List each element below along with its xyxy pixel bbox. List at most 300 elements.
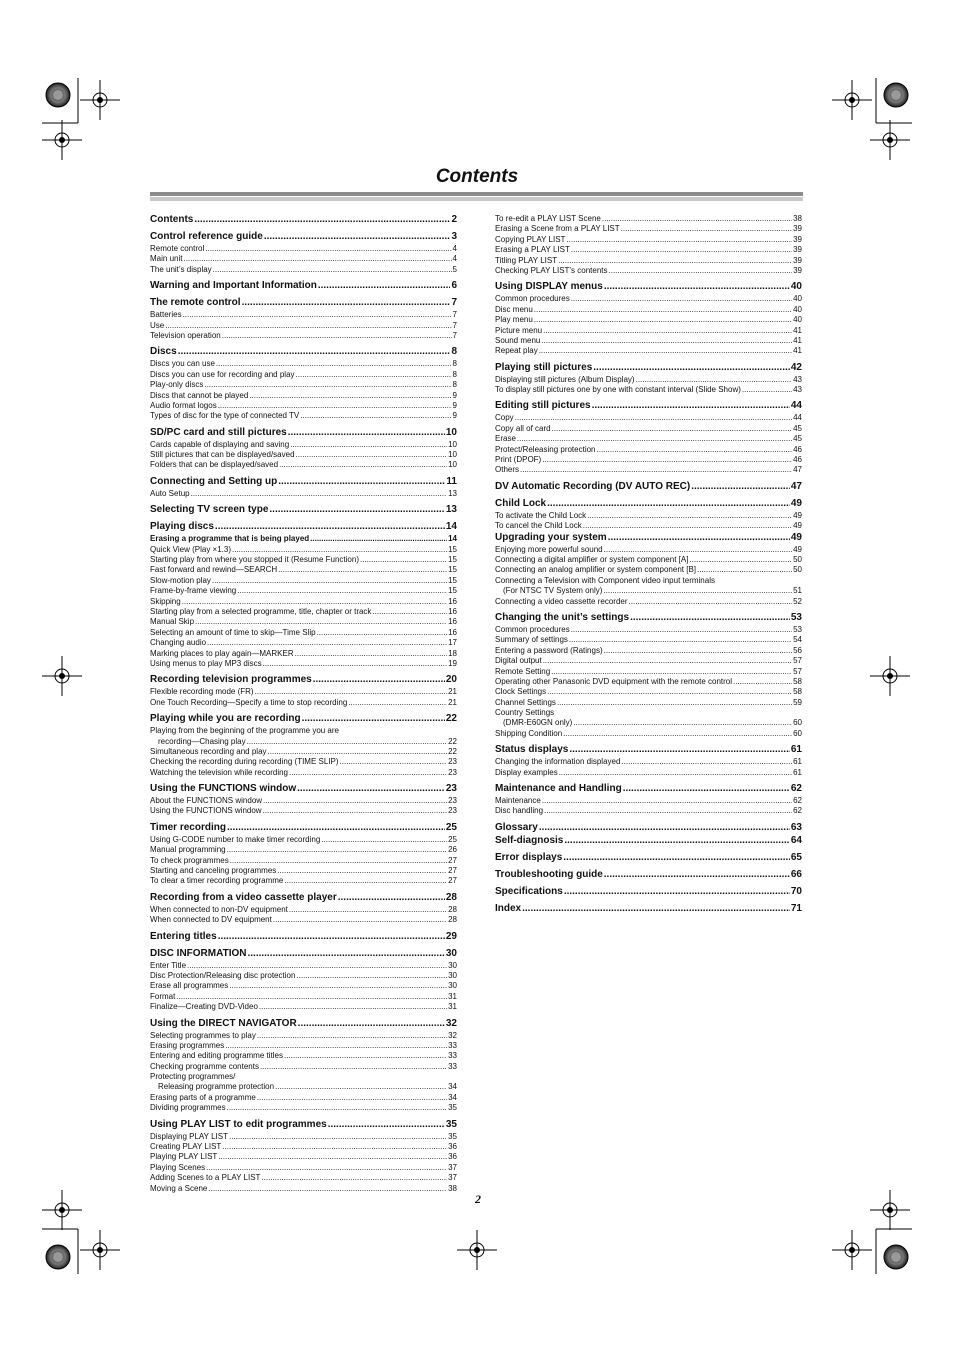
title-rule-light	[150, 197, 803, 201]
toc-entry-title: Cards capable of displaying and saving	[150, 439, 290, 449]
toc-entry-page: 21	[448, 687, 457, 697]
toc-entry	[150, 617, 457, 627]
toc-entry-title: Channel Settings	[495, 697, 556, 707]
toc-leader-dots	[566, 235, 792, 245]
toc-entry-title: Folders that can be displayed/saved	[150, 460, 279, 470]
toc-entry-title: Erase	[495, 434, 516, 444]
toc-entry-title: SD/PC card and still pictures	[150, 426, 287, 438]
toc-leader-dots	[269, 504, 444, 516]
toc-entry-title: recording—Chasing play	[158, 736, 246, 746]
toc-entry-title: Editing still pictures	[495, 400, 591, 412]
toc-leader-dots	[195, 617, 447, 627]
toc-section	[495, 532, 802, 544]
toc-entry-title: (For NTSC TV System only)	[503, 586, 603, 596]
toc-entry	[495, 256, 802, 266]
toc-entry	[495, 656, 802, 666]
toc-entry-page: 46	[793, 455, 802, 465]
toc-entry-page: 40	[793, 294, 802, 304]
toc-section	[495, 886, 802, 898]
toc-entry-title: Types of disc for the type of connected TV	[150, 411, 300, 421]
toc-section	[150, 427, 457, 439]
toc-entry-page: 49	[790, 531, 802, 543]
toc-entry-title: Audio format logos	[150, 400, 217, 410]
toc-entry-title: Starting play from a selected programme, title, chapter or track	[150, 606, 372, 616]
toc-entry-page: 37	[448, 1173, 457, 1183]
toc-entry	[150, 1093, 457, 1103]
toc-leader-dots	[183, 254, 451, 264]
toc-section	[495, 612, 802, 624]
toc-entry-page: 28	[448, 904, 457, 914]
toc-entry-page: 62	[793, 806, 802, 816]
toc-section	[495, 822, 802, 834]
toc-leader-dots	[247, 948, 444, 960]
toc-leader-dots	[218, 931, 445, 943]
toc-entry	[150, 971, 457, 981]
toc-entry-page: 45	[793, 423, 802, 433]
toc-entry	[495, 565, 802, 575]
toc-leader-dots	[608, 532, 790, 544]
toc-entry	[495, 326, 802, 336]
toc-entry	[150, 331, 457, 341]
toc-leader-dots	[593, 362, 790, 374]
toc-entry-page: 41	[793, 335, 802, 345]
toc-entry-title: Warning and Important Information	[150, 280, 317, 292]
toc-leader-dots	[263, 806, 448, 816]
toc-entry-title: Disc menu	[495, 304, 533, 314]
toc-entry-page: 32	[445, 1017, 457, 1029]
toc-entry	[495, 597, 802, 607]
toc-entry-title: Entering titles	[150, 930, 217, 942]
toc-entry-page: 40	[793, 304, 802, 314]
toc-entry-title: Maintenance	[495, 796, 541, 806]
toc-entry-page: 33	[448, 1061, 457, 1071]
toc-entry-page: 35	[448, 1131, 457, 1141]
toc-entry-title: To activate the Child Lock	[495, 510, 587, 520]
toc-entry-title: Using the FUNCTIONS window	[150, 806, 262, 816]
toc-entry-title: Using PLAY LIST to edit programmes	[150, 1118, 327, 1130]
toc-entry-title: Watching the television while recording	[150, 767, 288, 777]
toc-entry	[495, 235, 802, 245]
toc-entry	[495, 294, 802, 304]
toc-entry-page: 41	[793, 346, 802, 356]
toc-entry	[495, 465, 802, 475]
toc-entry	[150, 565, 457, 575]
toc-leader-dots	[296, 370, 452, 380]
toc-entry-title: DISC INFORMATION	[150, 947, 247, 959]
toc-entry-page: 15	[448, 575, 457, 585]
toc-entry-title: Protect/Releasing protection	[495, 444, 596, 454]
toc-entry-title: Using the FUNCTIONS window	[150, 783, 297, 795]
toc-entry-page: 71	[790, 902, 802, 914]
crop-mark-mid-left	[42, 656, 82, 696]
toc-leader-dots	[691, 481, 790, 493]
toc-entry-title: Timer recording	[150, 821, 226, 833]
toc-entry	[495, 214, 802, 224]
toc-entry-title: Picture menu	[495, 325, 543, 335]
toc-entry-page: 3	[451, 231, 457, 242]
toc-entry-title: Entering and editing programme titles	[150, 1051, 283, 1061]
toc-entry-title: Releasing programme protection	[158, 1082, 275, 1092]
toc-entry	[150, 835, 457, 845]
toc-entry-page: 54	[793, 635, 802, 645]
toc-entry	[150, 370, 457, 380]
toc-entry-title: Frame-by-frame viewing	[150, 586, 237, 596]
toc-entry-title: Discs	[150, 346, 177, 358]
toc-entry	[495, 315, 802, 325]
toc-entry-page: 44	[790, 400, 802, 412]
toc-entry-title: Others	[495, 465, 520, 475]
toc-entry-page: 62	[793, 796, 802, 806]
toc-entry-title: Connecting a video cassette recorder	[495, 596, 628, 606]
toc-leader-dots	[689, 555, 792, 565]
toc-entry-page: 10	[448, 439, 457, 449]
toc-entry	[150, 1002, 457, 1012]
toc-entry-title: The unit’s display	[150, 264, 212, 274]
toc-entry-title: Manual programming	[150, 845, 226, 855]
toc-leader-dots	[318, 280, 451, 292]
toc-leader-dots	[191, 489, 448, 499]
toc-entry-title: Adding Scenes to a PLAY LIST	[150, 1173, 261, 1183]
toc-entry-page: 50	[793, 565, 802, 575]
toc-entry-title: Batteries	[150, 310, 182, 320]
toc-entry-page: 30	[445, 947, 457, 959]
toc-leader-dots	[247, 737, 447, 747]
toc-entry-title: Displaying still pictures (Album Display)	[495, 374, 635, 384]
toc-section	[495, 783, 802, 795]
toc-leader-dots	[289, 905, 447, 915]
toc-leader-dots	[296, 971, 447, 981]
toc-entry-page: 64	[790, 834, 802, 846]
toc-leader-dots	[204, 380, 451, 390]
toc-entry	[150, 1031, 457, 1041]
toc-leader-dots	[218, 401, 452, 411]
toc-leader-dots	[310, 534, 447, 544]
toc-leader-dots	[609, 266, 793, 276]
toc-leader-dots	[571, 245, 792, 255]
toc-entry	[150, 450, 457, 460]
toc-entry	[150, 698, 457, 708]
toc-entry	[495, 385, 802, 395]
toc-entry	[495, 687, 802, 697]
toc-section	[150, 713, 457, 725]
toc-entry	[150, 856, 457, 866]
toc-leader-dots	[295, 649, 447, 659]
toc-entry-title: Error displays	[495, 851, 563, 863]
toc-section	[150, 1119, 457, 1131]
toc-leader-dots	[539, 346, 792, 356]
toc-entry-title: Simultaneous recording and play	[150, 746, 267, 756]
toc-entry	[495, 336, 802, 346]
toc-entry-title: Slow-motion play	[150, 575, 211, 585]
toc-entry	[150, 915, 457, 925]
toc-entry	[150, 576, 457, 586]
toc-leader-dots	[176, 992, 447, 1002]
toc-entry-page: 10	[448, 460, 457, 470]
toc-entry	[150, 401, 457, 411]
toc-entry-title: Playing still pictures	[495, 361, 593, 373]
toc-leader-dots	[321, 835, 447, 845]
toc-entry-title: Erasing a programme that is being played	[150, 534, 310, 544]
toc-leader-dots	[522, 903, 790, 915]
page-title: Contents	[435, 166, 519, 187]
toc-entry-page: 39	[793, 224, 802, 234]
toc-leader-dots	[563, 729, 792, 739]
toc-entry-page: 49	[793, 521, 802, 531]
toc-entry-title: Enter Title	[150, 960, 187, 970]
toc-leader-dots	[543, 656, 792, 666]
toc-section	[150, 948, 457, 960]
toc-entry-page: 11	[446, 475, 457, 487]
toc-entry	[150, 411, 457, 421]
toc-leader-dots	[227, 845, 448, 855]
toc-entry-continued: Country Settings	[495, 708, 555, 718]
toc-entry-title: Finalize—Creating DVD-Video	[150, 1002, 258, 1012]
toc-leader-dots	[298, 1018, 445, 1030]
toc-entry-page: 35	[445, 1118, 457, 1130]
toc-entry-title: Format	[150, 991, 176, 1001]
toc-entry-page: 7	[451, 297, 457, 309]
toc-entry	[150, 845, 457, 855]
toc-entry-page: 52	[793, 596, 802, 606]
toc-entry-page: 51	[793, 586, 802, 596]
toc-entry-title: Glossary	[495, 821, 538, 833]
toc-leader-dots	[227, 1103, 448, 1113]
toc-entry-title: Discs you can use for recording and play	[150, 369, 295, 379]
toc-section	[150, 476, 457, 488]
toc-leader-dots	[278, 476, 445, 488]
toc-entry-page: 27	[448, 855, 457, 865]
toc-entry-page: 39	[793, 255, 802, 265]
toc-entry	[150, 1184, 457, 1194]
toc-leader-dots	[621, 757, 792, 767]
toc-entry-page: 19	[448, 658, 457, 668]
toc-section	[150, 674, 457, 686]
toc-entry-page: 23	[448, 767, 457, 777]
toc-leader-dots	[275, 1082, 447, 1092]
toc-entry-title: Playing while you are recording	[150, 713, 301, 725]
toc-entry	[150, 1103, 457, 1113]
toc-entry-page: 23	[448, 757, 457, 767]
toc-entry-title: Child Lock	[495, 497, 547, 509]
toc-entry	[495, 511, 802, 521]
toc-entry-page: 36	[448, 1142, 457, 1152]
toc-entry-title: Flexible recording mode (FR)	[150, 687, 254, 697]
toc-section	[495, 281, 802, 293]
toc-entry	[150, 359, 457, 369]
toc-leader-dots	[183, 310, 452, 320]
toc-entry-page: 8	[451, 346, 457, 358]
toc-leader-dots	[559, 768, 792, 778]
toc-entry-title: Selecting an amount of time to skip—Time Slip	[150, 627, 316, 637]
toc-leader-dots	[215, 521, 445, 533]
toc-entry-page: 15	[448, 544, 457, 554]
toc-leader-dots	[255, 687, 448, 697]
toc-leader-dots	[629, 597, 793, 607]
toc-entry-title: To check programmes	[150, 855, 229, 865]
toc-entry-page: 31	[448, 991, 457, 1001]
toc-entry	[495, 646, 802, 656]
toc-entry-title: About the FUNCTIONS window	[150, 796, 263, 806]
toc-entry-title: Use	[150, 320, 165, 330]
toc-leader-dots	[212, 576, 447, 586]
toc-entry	[150, 460, 457, 470]
toc-leader-dots	[178, 346, 451, 358]
toc-entry-title: Manual Skip	[150, 617, 195, 627]
toc-leader-dots	[541, 336, 792, 346]
toc-entry-title: To re-edit a PLAY LIST Scene	[495, 214, 601, 223]
toc-entry-page: 39	[793, 234, 802, 244]
toc-entry-title: Using G-CODE number to make timer recording	[150, 834, 321, 844]
toc-entry-page: 49	[793, 510, 802, 520]
toc-entry-page: 16	[448, 617, 457, 627]
toc-entry-continued: Playing from the beginning of the programme you are	[150, 726, 339, 736]
toc-section	[495, 362, 802, 374]
toc-entry-page: 20	[445, 674, 457, 686]
toc-leader-dots	[165, 321, 451, 331]
toc-entry-page: 70	[790, 885, 802, 897]
toc-leader-dots	[213, 265, 452, 275]
toc-leader-dots	[515, 413, 792, 423]
toc-entry-title: Shipping Condition	[495, 728, 563, 738]
toc-leader-dots	[229, 1132, 447, 1142]
toc-leader-dots	[229, 981, 447, 991]
toc-entry	[495, 667, 802, 677]
toc-entry	[495, 434, 802, 444]
toc-entry-title: Marking places to play again—MARKER	[150, 648, 294, 658]
toc-entry-page: 44	[793, 413, 802, 423]
toc-entry	[495, 768, 802, 778]
toc-leader-dots	[602, 214, 792, 224]
toc-entry	[150, 638, 457, 648]
toc-leader-dots	[604, 869, 790, 881]
toc-entry-title: Playing PLAY LIST	[150, 1152, 218, 1162]
toc-entry-page: 30	[448, 960, 457, 970]
toc-entry-page: 10	[448, 450, 457, 460]
toc-entry	[150, 687, 457, 697]
toc-leader-dots	[257, 1031, 447, 1041]
toc-entry	[495, 224, 802, 234]
toc-leader-dots	[340, 757, 448, 767]
toc-entry-title: Changing audio	[150, 638, 207, 648]
toc-entry	[150, 1163, 457, 1173]
toc-entry-page: 58	[793, 687, 802, 697]
toc-leader-dots	[534, 315, 792, 325]
toc-entry-page: 22	[445, 713, 457, 725]
toc-entry-page: 49	[790, 497, 802, 509]
toc-entry-page: 22	[448, 746, 457, 756]
toc-entry-page: 15	[448, 555, 457, 565]
toc-entry-page: 21	[448, 697, 457, 707]
toc-entry-title: Checking programme contents	[150, 1061, 259, 1071]
toc-leader-dots	[742, 385, 792, 395]
toc-entry	[150, 757, 457, 767]
toc-leader-dots	[230, 856, 447, 866]
toc-leader-dots	[218, 1152, 447, 1162]
toc-entry	[150, 747, 457, 757]
toc-entry	[150, 607, 457, 617]
toc-leader-dots	[557, 698, 792, 708]
toc-entry	[150, 489, 457, 499]
toc-entry-page: 15	[448, 586, 457, 596]
toc-entry	[150, 555, 457, 565]
toc-entry	[150, 1082, 457, 1092]
toc-entry	[495, 698, 802, 708]
toc-entry-title: Print (DPOF)	[495, 455, 542, 465]
toc-entry-page: 61	[793, 757, 802, 767]
toc-entry-page: 16	[448, 596, 457, 606]
toc-leader-dots	[237, 586, 447, 596]
toc-entry-page: 47	[790, 480, 802, 492]
toc-entry-page: 61	[790, 744, 802, 756]
toc-entry	[150, 380, 457, 390]
toc-leader-dots	[604, 545, 792, 555]
toc-entry-title: Television operation	[150, 330, 221, 340]
toc-entry-title: Common procedures	[495, 294, 570, 304]
toc-entry-title: Contents	[150, 214, 194, 225]
toc-entry-page: 7	[452, 310, 457, 320]
toc-entry	[495, 806, 802, 816]
toc-entry	[150, 866, 457, 876]
toc-leader-dots	[636, 375, 792, 385]
toc-entry	[495, 521, 802, 531]
toc-entry-title: Recording from a video cassette player	[150, 891, 337, 903]
toc-leader-dots	[623, 783, 790, 795]
toc-leader-dots	[242, 297, 451, 309]
toc-entry-title: Copy all of card	[495, 423, 551, 433]
toc-entry	[150, 981, 457, 991]
toc-entry	[150, 244, 457, 254]
toc-entry-title: Enjoying more powerful sound	[495, 544, 603, 554]
toc-leader-dots	[520, 465, 792, 475]
toc-entry-title: Repeat play	[495, 346, 538, 356]
toc-entry-page: 42	[790, 361, 802, 373]
toc-section	[495, 744, 802, 756]
toc-entry-title: Display examples	[495, 767, 558, 777]
toc-entry	[495, 346, 802, 356]
toc-entry	[150, 1062, 457, 1072]
toc-entry-title: Disc handling	[495, 806, 544, 816]
toc-leader-dots	[338, 892, 445, 904]
toc-entry-page: 33	[448, 1051, 457, 1061]
toc-entry-page: 13	[448, 488, 457, 498]
toc-entry-title: Troubleshooting guide	[495, 868, 603, 880]
toc-section	[495, 852, 802, 864]
toc-leader-dots	[542, 796, 792, 806]
toc-section	[150, 214, 457, 226]
toc-leader-dots	[300, 411, 451, 421]
toc-entry-title: Using menus to play MP3 discs	[150, 658, 262, 668]
toc-leader-dots	[564, 835, 790, 847]
toc-leader-dots	[604, 281, 790, 293]
toc-entry-title: Playing Scenes	[150, 1162, 206, 1172]
toc-leader-dots	[563, 852, 790, 864]
toc-entry-title: Discs you can use	[150, 359, 215, 369]
toc-column-right	[495, 214, 802, 916]
toc-entry-continued: Protecting programmes/	[150, 1072, 236, 1082]
toc-entry-title: Quick View (Play ×1.3)	[150, 544, 231, 554]
toc-entry-title: Dividing programmes	[150, 1103, 226, 1113]
toc-entry-page: 5	[452, 264, 457, 274]
toc-entry-title: Play-only discs	[150, 380, 204, 390]
toc-entry-title: To cancel the Child Lock	[495, 521, 582, 531]
toc-leader-dots	[260, 1062, 447, 1072]
toc-entry-title: Still pictures that can be displayed/saved	[150, 450, 295, 460]
toc-entry-title: Sound menu	[495, 335, 541, 345]
toc-leader-dots	[297, 783, 445, 795]
crop-mark-mid-right	[870, 656, 910, 696]
toc-entry-page: 60	[793, 728, 802, 738]
toc-entry-page: 17	[448, 638, 457, 648]
